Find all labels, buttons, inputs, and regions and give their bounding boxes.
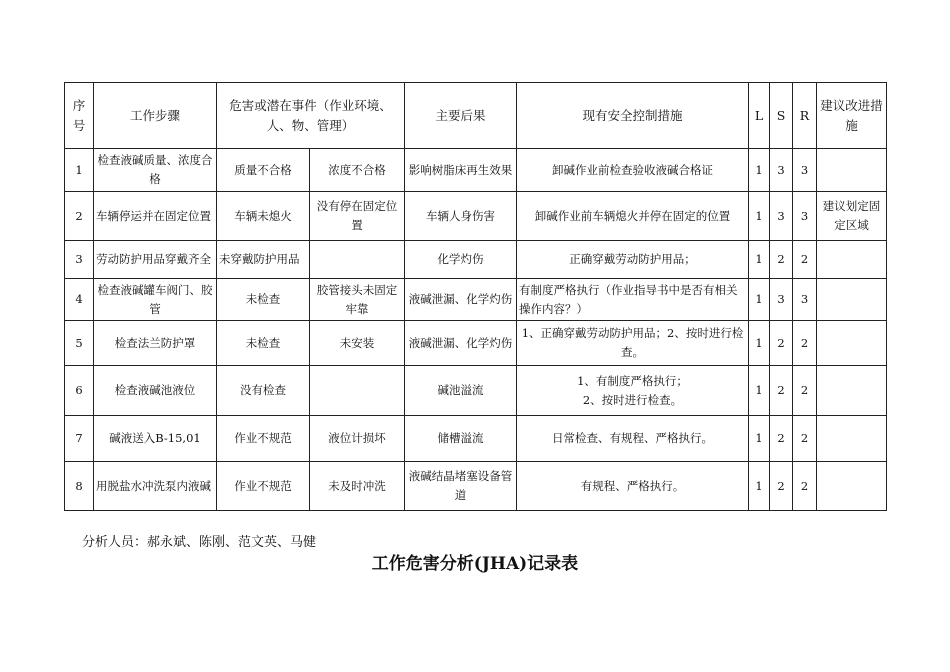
header-l: L [749,83,770,149]
row-step: 检查液碱质量、浓度合格 [94,149,217,192]
table-row [65,149,887,192]
row-consequence: 液碱结晶堵塞设备管道 [405,462,517,511]
row-control: 有制度严格执行（作业指导书中是否有相关操作内容？） [517,279,749,321]
row-control: 有规程、严格执行。 [517,462,749,511]
control-line-2: 2、按时进行检查。 [582,392,683,407]
row-consequence: 碱池溢流 [405,366,517,416]
row-hazard-2: 浓度不合格 [310,149,405,192]
row-step: 车辆停运并在固定位置 [94,192,217,241]
row-hazard-1: 未检查 [217,279,310,321]
table-header-row [65,83,887,149]
row-s: 2 [770,366,793,416]
row-consequence: 影响树脂床再生效果 [405,149,517,192]
row-r: 3 [793,279,817,321]
table-row [65,192,887,241]
row-r: 2 [793,241,817,279]
row-no: 7 [65,416,94,462]
row-no: 5 [65,321,94,366]
header-step: 工作步骤 [94,83,217,149]
row-l: 1 [749,416,770,462]
row-r: 2 [793,416,817,462]
row-s: 3 [770,149,793,192]
row-s: 2 [770,416,793,462]
row-hazard-2: 没有停在固定位置 [310,192,405,241]
header-suggestion: 建议改进措施 [817,83,887,149]
control-line-1: 1、有制度严格执行； [577,373,688,388]
row-hazard-2 [310,241,405,279]
row-step: 检查液碱罐车阀门、胶管 [94,279,217,321]
row-suggestion [817,366,887,416]
row-hazard-1: 未检查 [217,321,310,366]
row-control: 卸碱作业前车辆熄火并停在固定的位置 [517,192,749,241]
row-consequence: 车辆人身伤害 [405,192,517,241]
row-step: 检查法兰防护罩 [94,321,217,366]
row-hazard-2: 液位计损坏 [310,416,405,462]
row-no: 1 [65,149,94,192]
row-consequence: 液碱泄漏、化学灼伤 [405,279,517,321]
row-suggestion: 建议划定固定区域 [817,192,887,241]
row-no: 2 [65,192,94,241]
row-control: 卸碱作业前检查验收液碱合格证 [517,149,749,192]
header-control: 现有安全控制措施 [517,83,749,149]
row-s: 2 [770,321,793,366]
row-hazard-1: 作业不规范 [217,462,310,511]
row-l: 1 [749,149,770,192]
table-row [65,279,887,321]
row-hazard-2: 胶管接头未固定牢靠 [310,279,405,321]
row-suggestion [817,149,887,192]
row-suggestion [817,241,887,279]
row-hazard-1: 没有检查 [217,366,310,416]
row-hazard-1: 作业不规范 [217,416,310,462]
row-step: 检查液碱池液位 [94,366,217,416]
row-r: 2 [793,321,817,366]
row-hazard-2 [310,366,405,416]
row-step: 劳动防护用品穿戴齐全 [94,241,217,279]
row-l: 1 [749,321,770,366]
row-r: 3 [793,192,817,241]
header-s: S [770,83,793,149]
row-suggestion [817,321,887,366]
table-row [65,241,887,279]
row-l: 1 [749,192,770,241]
row-s: 2 [770,241,793,279]
table-row [65,416,887,462]
analyst-line: 分析人员：郝永斌、陈刚、范文英、马健 [82,535,317,550]
row-hazard-2: 未及时冲洗 [310,462,405,511]
row-control [517,366,749,416]
header-consequence: 主要后果 [405,83,517,149]
row-hazard-1: 质量不合格 [217,149,310,192]
row-l: 1 [749,279,770,321]
header-r: R [793,83,817,149]
row-s: 3 [770,192,793,241]
table-row [65,462,887,511]
row-no: 6 [65,366,94,416]
row-r: 3 [793,149,817,192]
header-hazard: 危害或潜在事件（作业环境、人、物、管理） [217,83,405,149]
row-no: 4 [65,279,94,321]
row-l: 1 [749,462,770,511]
row-suggestion [817,416,887,462]
row-suggestion [817,279,887,321]
row-r: 2 [793,462,817,511]
row-step: 用脱盐水冲洗泵内液碱 [94,462,217,511]
row-no: 8 [65,462,94,511]
row-r: 2 [793,366,817,416]
row-control: 正确穿戴劳动防护用品； [517,241,749,279]
table-row [65,321,887,366]
table-row [65,366,887,416]
row-no: 3 [65,241,94,279]
row-hazard-1: 未穿戴防护用品 [217,241,310,279]
row-step: 碱液送入B-15,01 [94,416,217,462]
jha-table [64,82,887,511]
row-s: 3 [770,279,793,321]
row-hazard-2: 未安装 [310,321,405,366]
header-seq: 序号 [65,83,94,149]
row-consequence: 化学灼伤 [405,241,517,279]
row-control: 1、正确穿戴劳动防护用品；2、按时进行检查。 [517,321,749,366]
row-s: 2 [770,462,793,511]
row-l: 1 [749,366,770,416]
row-control: 日常检查、有规程、严格执行。 [517,416,749,462]
row-consequence: 液碱泄漏、化学灼伤 [405,321,517,366]
row-l: 1 [749,241,770,279]
row-hazard-1: 车辆未熄火 [217,192,310,241]
row-suggestion [817,462,887,511]
row-consequence: 储槽溢流 [405,416,517,462]
document-title: 工作危害分析(JHA)记录表 [371,554,579,574]
